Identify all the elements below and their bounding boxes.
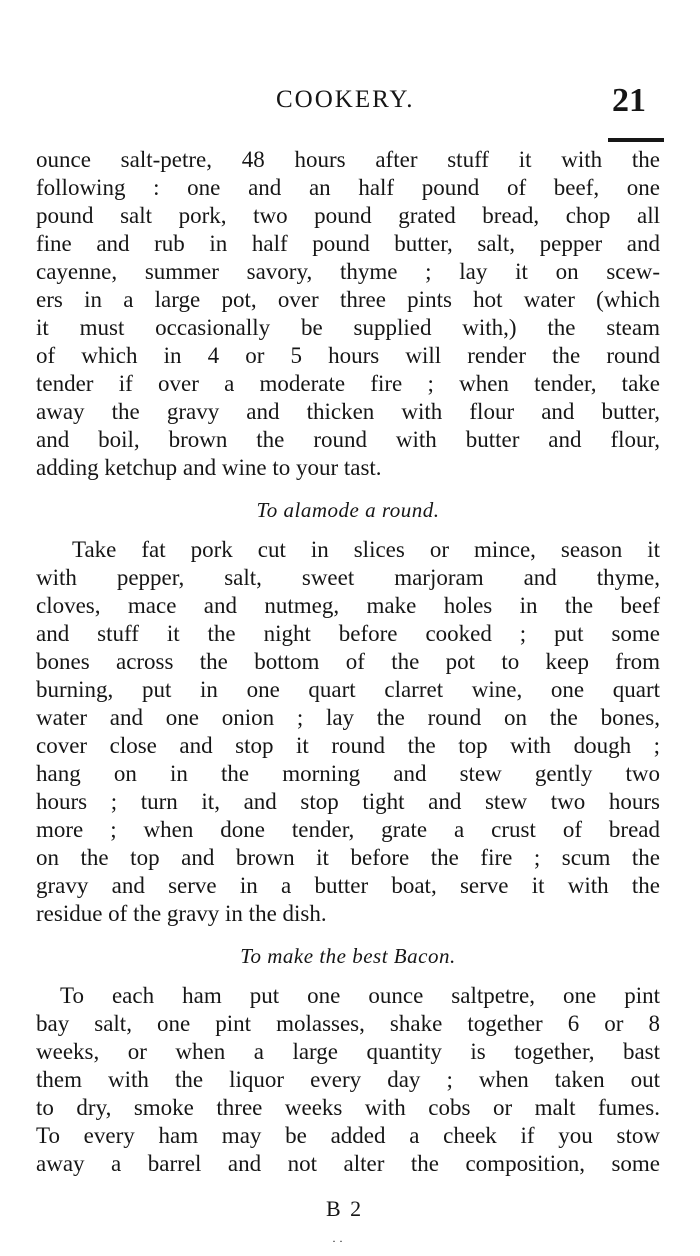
text-line: cayenne, summer savory, thyme ; lay it on scew- <box>36 259 660 284</box>
recipe-heading-alamode: To alamode a round. <box>256 498 440 522</box>
signature-mark: B 2 <box>326 1196 364 1221</box>
body-text <box>36 146 660 1178</box>
text-line: burning, put in one quart clarret wine, one quart <box>36 677 660 702</box>
text-line: on the top and brown it before the fire ; scum the <box>36 845 660 870</box>
recipe-alamode-round <box>36 536 660 928</box>
text-line: weeks, or when a large quantity is together, bast <box>36 1039 660 1064</box>
text-line: away the gravy and thicken with flour and butter, <box>36 399 660 424</box>
text-line: To every ham may be added a cheek if you stow <box>36 1123 660 1148</box>
text-line: cover close and stop it round the top with dough ; <box>36 733 660 758</box>
text-line: of which in 4 or 5 hours will render the round <box>36 343 660 368</box>
text-line: adding ketchup and wine to your tast. <box>36 455 382 480</box>
text-line: pound salt pork, two pound grated bread, chop all <box>36 203 660 228</box>
text-line: more ; when done tender, grate a crust of bread <box>36 817 660 842</box>
page-header <box>0 82 700 126</box>
text-line: bay salt, one pint molasses, shake together 6 or 8 <box>36 1011 660 1036</box>
text-line: water and one onion ; lay the round on the bones, <box>36 705 660 730</box>
text-line: hours ; turn it, and stop tight and stew two hours <box>36 789 660 814</box>
text-line: bones across the bottom of the pot to keep from <box>36 649 660 674</box>
text-line: away a barrel and not alter the composition, some <box>36 1151 660 1176</box>
text-line: To each ham put one ounce saltpetre, one pint <box>60 983 660 1008</box>
running-head: COOKERY. <box>276 86 415 113</box>
page-number: 21 <box>612 82 646 119</box>
print-specks: · · <box>332 1234 343 1248</box>
text-line: Take fat pork cut in slices or mince, season it <box>72 537 660 562</box>
text-line: hang on in the morning and stew gently two <box>36 761 660 786</box>
header-rule <box>608 138 664 142</box>
text-line: it must occasionally be supplied with,) the steam <box>36 315 660 340</box>
text-line: residue of the gravy in the dish. <box>36 901 327 926</box>
paragraph-continued <box>36 146 660 482</box>
text-line: following : one and an half pound of beef, one <box>36 175 660 200</box>
text-line: fine and rub in half pound butter, salt, pepper and <box>36 231 660 256</box>
recipe-best-bacon <box>36 982 660 1178</box>
text-line: and boil, brown the round with butter and flour, <box>36 427 660 452</box>
recipe-heading-bacon: To make the best Bacon. <box>240 944 456 968</box>
text-line: with pepper, salt, sweet marjoram and thyme, <box>36 565 660 590</box>
text-line: cloves, mace and nutmeg, make holes in the beef <box>36 593 660 618</box>
text-line: and stuff it the night before cooked ; put some <box>36 621 660 646</box>
text-line: ers in a large pot, over three pints hot water (which <box>36 287 660 312</box>
text-line: to dry, smoke three weeks with cobs or malt fumes. <box>36 1095 660 1120</box>
text-line: gravy and serve in a butter boat, serve it with the <box>36 873 660 898</box>
text-line: them with the liquor every day ; when taken out <box>36 1067 660 1092</box>
text-line: tender if over a moderate fire ; when tender, take <box>36 371 660 396</box>
text-line: ounce salt-petre, 48 hours after stuff it with the <box>36 147 660 172</box>
